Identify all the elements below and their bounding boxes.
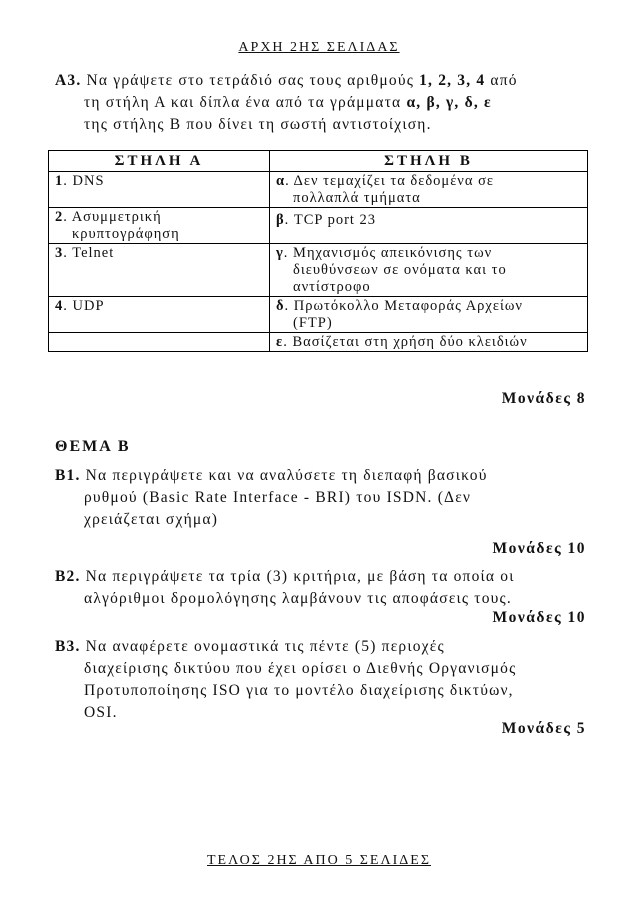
table-cell-b: δ. Πρωτόκολλο Μεταφοράς Αρχείων (FTP) [270,297,588,333]
question-b3-line4: OSI. [84,704,118,721]
question-a3-letters: α, β, γ, δ, ε [406,94,492,111]
question-b3-line3: Προτυποποίησης ISO για το μοντέλο διαχείρισης δικτύων, [84,682,514,699]
question-b3-number: Β3. [55,638,81,655]
table-cell-a: 2. Ασυμμετρική κρυπτογράφηση [49,208,270,244]
page-footer: ΤΕΛΟΣ 2ΗΣ ΑΠΟ 5 ΣΕΛΙΔΕΣ [207,853,431,868]
question-b1-line1 [55,465,590,487]
table-header-row [49,151,588,172]
table-cell-b: ε. Βασίζεται στη χρήση δύο κλειδιών [270,333,588,352]
question-b2-text-1: Να περιγράψετε τα τρία (3) κριτήρια, με βάση τα οποία οι [80,568,515,585]
question-a3-line1 [55,70,590,92]
points-b2: Μονάδες 10 [492,609,586,626]
question-b2-number: Β2. [55,568,81,585]
question-b1-text-1: Να περιγράψετε και να αναλύσετε τη διεπαφή βασικού [80,467,488,484]
table-cell-a: 4. UDP [49,297,270,333]
points-a3: Μονάδες 8 [501,390,586,407]
question-b2-line1 [55,566,590,588]
table-row [49,172,588,208]
question-a3-text-1c: από [485,72,518,89]
question-a3-text-2a: τη στήλη Α και δίπλα ένα από τα γράμματα [84,94,407,111]
table-cell-a [49,333,270,352]
table-cell-b: α. Δεν τεμαχίζει τα δεδομένα σε πολλαπλά τμήματα [270,172,588,208]
table-row [49,244,588,297]
question-b1-line3: χρειάζεται σχήμα) [84,511,219,528]
section-title: ΘΕΜΑ Β [55,438,131,455]
table-row [49,297,588,333]
question-b3 [55,636,590,724]
points-b1: Μονάδες 10 [492,540,586,557]
question-b3-line2: διαχείρισης δικτύου που έχει ορίσει ο Διεθνής Οργανισμός [84,660,517,677]
question-a3-numbers: 1, 2, 3, 4 [419,72,486,89]
question-a3-line3: της στήλης Β που δίνει τη σωστή αντιστοίχιση. [84,116,432,133]
points-b3: Μονάδες 5 [501,720,586,737]
question-a3 [55,70,590,136]
table-cell-b: γ. Μηχανισμός απεικόνισης των διευθύνσεων σε ονόματα και το αντίστροφο [270,244,588,297]
table-cell-a: 1. DNS [49,172,270,208]
question-b1 [55,465,590,531]
table-row [49,333,588,352]
question-a3-line2 [55,92,590,114]
table-row [49,208,588,244]
question-b2-line2: αλγόριθμοι δρομολόγησης λαμβάνουν τις αποφάσεις τους. [84,590,512,607]
column-a-header: ΣΤΗΛΗ Α [49,151,270,172]
question-b3-text-1: Να αναφέρετε ονομαστικά τις πέντε (5) περιοχές [80,638,445,655]
table-cell-a: 3. Telnet [49,244,270,297]
table-cell-b: β. TCP port 23 [270,208,588,244]
question-a3-text-1a: Να γράψετε στο τετράδιό σας τους αριθμούς [86,72,420,89]
matching-table [48,150,588,352]
question-b2 [55,566,590,610]
question-a3-number: Α3. [55,72,82,89]
question-b1-line2: ρυθμού (Basic Rate Interface - BRI) του ISDN. (Δεν [84,489,472,506]
page-header: ΑΡΧΗ 2ΗΣ ΣΕΛΙΔΑΣ [238,40,400,55]
question-b3-line1 [55,636,590,658]
question-b1-number: Β1. [55,467,81,484]
column-b-header: ΣΤΗΛΗ Β [270,151,588,172]
